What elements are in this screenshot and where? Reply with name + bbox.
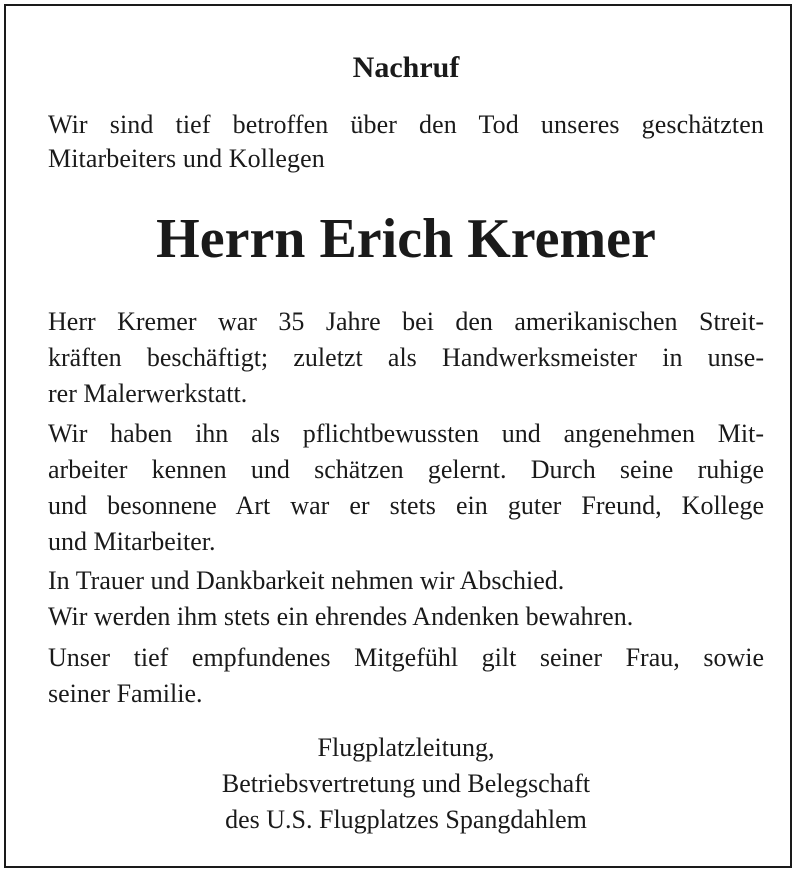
signature-line: Flugplatzleitung, bbox=[317, 733, 495, 762]
paragraph-line: und besonnene Art war er stets ein guter Freund, Kollege bbox=[48, 491, 764, 520]
paragraph-line: Herr Kremer war 35 Jahre bei den amerikanischen Streit- bbox=[48, 307, 764, 336]
paragraph-line: Wir werden ihm stets ein ehrendes Andenken bewahren. bbox=[48, 602, 634, 631]
paragraph-service bbox=[48, 304, 764, 412]
signature-line: Betriebsvertretung und Belegschaft bbox=[221, 769, 591, 798]
notice-frame bbox=[4, 4, 792, 868]
intro-text bbox=[48, 108, 764, 176]
intro-line: Mitarbeiters und Kollegen bbox=[48, 144, 325, 173]
paragraph-condolence bbox=[48, 640, 764, 712]
paragraph-farewell bbox=[48, 563, 764, 635]
notice-heading: Nachruf bbox=[352, 51, 460, 84]
paragraph-line: rer Malerwerkstatt. bbox=[48, 379, 248, 408]
paragraph-character bbox=[48, 416, 764, 560]
signature-line: des U.S. Flugplatzes Spangdahlem bbox=[225, 805, 587, 834]
signature-block bbox=[48, 730, 764, 838]
intro-line: Wir sind tief betroffen über den Tod unseres geschätzten bbox=[48, 110, 764, 139]
paragraph-line: seiner Familie. bbox=[48, 679, 203, 708]
paragraph-line: arbeiter kennen und schätzen gelernt. Durch seine ruhige bbox=[48, 455, 764, 484]
paragraph-line: Wir haben ihn als pflichtbewussten und angenehmen Mit- bbox=[48, 419, 764, 448]
paragraph-line: und Mitarbeiter. bbox=[48, 527, 216, 556]
paragraph-line: kräften beschäftigt; zuletzt als Handwerksmeister in unse- bbox=[48, 343, 764, 372]
paragraph-line: Unser tief empfundenes Mitgefühl gilt seiner Frau, sowie bbox=[48, 643, 764, 672]
paragraph-line: In Trauer und Dankbarkeit nehmen wir Abschied. bbox=[48, 566, 565, 595]
deceased-name: Herrn Erich Kremer bbox=[156, 208, 656, 270]
